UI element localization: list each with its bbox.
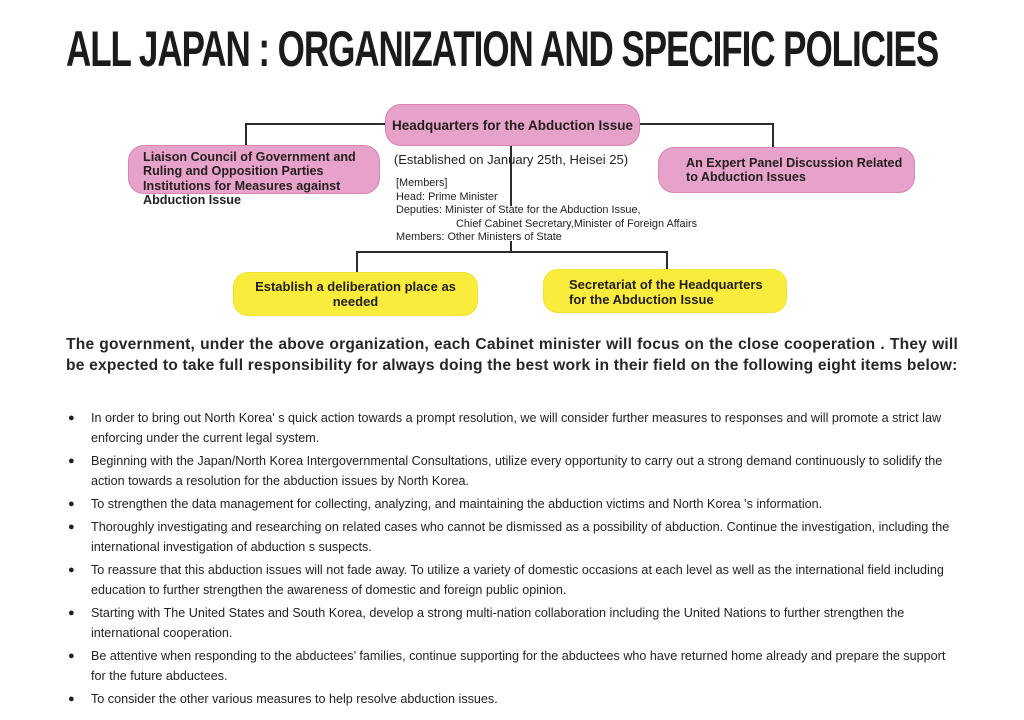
expert-panel-label: An Expert Panel Discussion Related to Abduction Issues <box>686 156 903 185</box>
bullet-icon: ● <box>68 564 75 576</box>
headquarters-label: Headquarters for the Abduction Issue <box>391 117 634 133</box>
members-header: [Members] <box>396 177 448 189</box>
bullet-icon: ● <box>68 607 75 619</box>
connector-line-right-horizontal <box>638 123 774 125</box>
policy-item-text: Starting with The United States and South Korea, develop a strong multi-nation collaboration including the United Nations to further strengthen the international cooperation. <box>91 606 905 640</box>
intro-paragraph: The government, under the above organization, each Cabinet minister will focus on the close cooperation . They will be expected to take full responsibility for always doing the best work in their field on the following eight items below: <box>66 336 958 374</box>
policy-list <box>66 408 960 712</box>
headquarters-box <box>385 104 640 146</box>
deliberation-place-label: Establish a deliberation place as needed <box>255 279 456 309</box>
policy-item-text: To strengthen the data management for collecting, analyzing, and maintaining the abduction victims and North Korea 's information. <box>91 497 823 511</box>
members-members-line: Members: Other Ministers of State <box>396 231 562 244</box>
established-note: (Established on January 25th, Heisei 25) <box>393 152 629 167</box>
bullet-icon: ● <box>68 498 75 510</box>
connector-line-left-vertical <box>245 123 247 147</box>
policy-item <box>66 408 960 448</box>
policy-item-text: Beginning with the Japan/North Korea Intergovernmental Consultations, utilize every opportunity to carry out a strong demand continuously to solidify the action towards a resolution for the abduction issues by North Korea. <box>91 454 943 488</box>
members-head-line: Head: Prime Minister <box>396 190 498 203</box>
secretariat-label: Secretariat of the Headquarters for the Abduction Issue <box>569 277 763 307</box>
bullet-icon: ● <box>68 412 75 424</box>
bullet-icon: ● <box>68 693 75 705</box>
policy-item <box>66 560 960 600</box>
page-title: ALL JAPAN : ORGANIZATION AND SPECIFIC POLICIES <box>66 21 939 77</box>
connector-line-bottomright-drop <box>666 251 668 270</box>
policy-item-text: In order to bring out North Korea' s quick action towards a prompt resolution, we will consider further measures to responses and will promote a strict law enforcing under the current legal system. <box>91 411 942 445</box>
liaison-council-box <box>128 145 380 208</box>
members-block <box>396 177 697 245</box>
policy-item <box>66 517 960 557</box>
expert-panel-box <box>658 147 915 193</box>
liaison-council-label: Liaison Council of Government and Ruling and Opposition Parties Institutions for Measures against Abduction Issue <box>143 150 356 208</box>
connector-line-bottom-horizontal <box>356 251 668 253</box>
bullet-icon: ● <box>68 521 75 533</box>
policy-item-text: To reassure that this abduction issues will not fade away. To utilize a variety of domestic occasions at each level as well as the international field including education to further strengthen the awareness of domestic and foreign public opinion. <box>91 563 944 597</box>
deliberation-place-box <box>233 272 478 316</box>
policy-item <box>66 689 960 709</box>
connector-line-bottomleft-drop <box>356 251 358 273</box>
bullet-icon: ● <box>68 455 75 467</box>
policy-item-text: To consider the other various measures to help resolve abduction issues. <box>91 692 498 706</box>
connector-line-right-vertical <box>772 123 774 149</box>
bullet-icon: ● <box>68 650 75 662</box>
policy-item <box>66 603 960 643</box>
policy-item <box>66 494 960 514</box>
org-chart <box>0 0 1024 335</box>
policy-item <box>66 646 960 686</box>
connector-line-left-horizontal <box>245 123 387 125</box>
policy-item-text: Thoroughly investigating and researching on related cases who cannot be dismissed as a possibility of abduction. Continue the investigation, including the international investigation of abduction s suspects. <box>91 520 950 554</box>
members-deputies-line1: Deputies: Minister of State for the Abduction Issue, <box>396 204 641 217</box>
secretariat-box <box>543 269 787 313</box>
policy-item <box>66 451 960 491</box>
members-deputies-line2: Chief Cabinet Secretary,Minister of Foreign Affairs <box>456 217 698 230</box>
policy-item-text: Be attentive when responding to the abductees’ families, continue supporting for the abductees who have returned home already and prepare the support for the future abductees. <box>91 649 946 683</box>
